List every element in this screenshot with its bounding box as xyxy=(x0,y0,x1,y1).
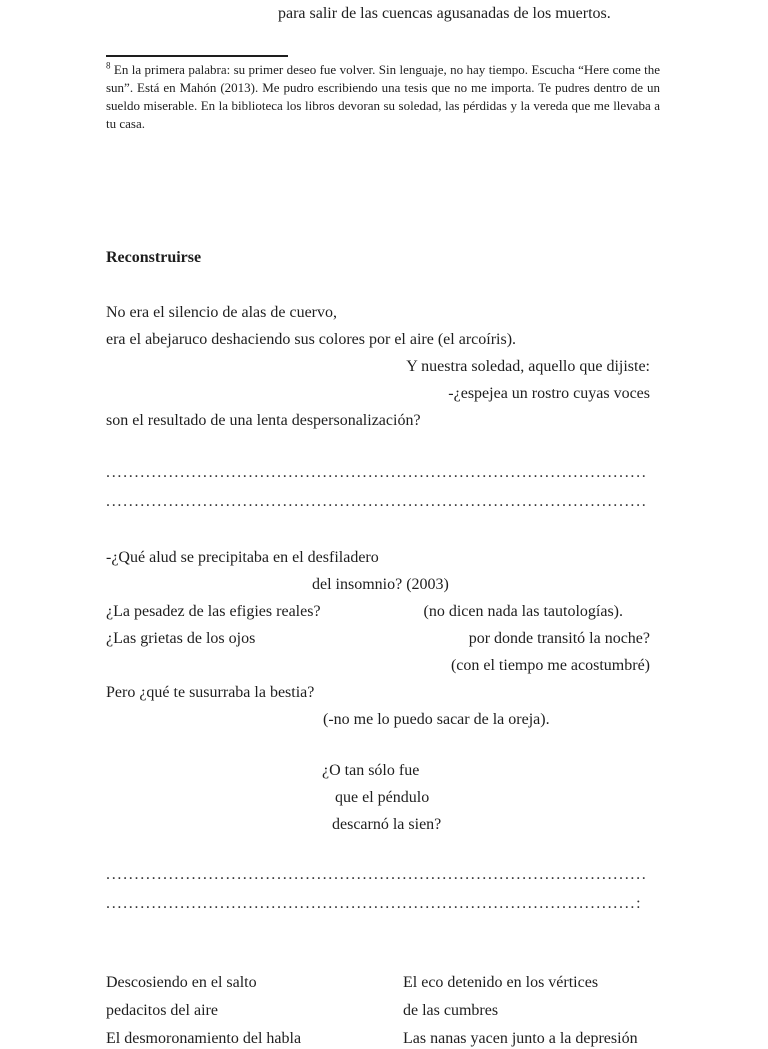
continuation-line: para salir de las cuencas agusanadas de los muertos. xyxy=(278,5,611,22)
poem-line-right: por donde transitó la noche? xyxy=(468,630,650,647)
poem-line: -¿Qué alud se precipitaba en el desfiladero xyxy=(106,549,379,566)
dotted-leader-line: ............................................................................................... xyxy=(106,493,648,510)
dotted-leader-line: ............................................................................................... xyxy=(106,464,648,481)
poem-line: Y nuestra soledad, aquello que dijiste: xyxy=(406,358,650,375)
poem-line: pedacitos del aire xyxy=(106,1002,218,1019)
poem-line-left: ¿Las grietas de los ojos xyxy=(106,630,256,647)
footnote-text: En la primera palabra: su primer deseo fue volver. Sin lenguaje, no hay tiempo. Escucha “Here come the sun”. Está en Mahón (2013). Me pudro escribiendo una tesis que no me importa. Te pudres dentro de un sueldo miserable. En la biblioteca los libros devoran su soledad, las pérdidas y la vereda que me llevaba a tu casa. xyxy=(106,62,661,131)
stanza-3 xyxy=(106,757,655,838)
poem-line: -¿espejea un rostro cuyas voces xyxy=(448,385,650,402)
footnote xyxy=(106,61,660,133)
poem-line: descarnó la sien? xyxy=(332,816,442,833)
poem-line: Las nanas yacen junto a la depresión xyxy=(403,1030,638,1047)
footnote-rule xyxy=(106,55,288,57)
poem-line: son el resultado de una lenta despersonalización? xyxy=(106,412,421,429)
poem-line xyxy=(106,598,655,625)
poem-line-right: (no dicen nada las tautologías). xyxy=(423,603,623,620)
poem-line: El desmoronamiento del habla xyxy=(106,1030,302,1047)
column-row xyxy=(106,969,706,997)
poem-line: ¿O tan sólo fue xyxy=(322,762,420,779)
poem-line: El eco detenido en los vértices xyxy=(403,974,599,991)
column-row xyxy=(106,997,706,1025)
dotted-leader-block-1 xyxy=(106,458,655,516)
stanza-2 xyxy=(106,544,655,733)
column-row xyxy=(106,1025,706,1049)
poem-line: que el péndulo xyxy=(335,789,430,806)
poem-line: del insomnio? (2003) xyxy=(312,576,449,593)
poem-line: (con el tiempo me acostumbré) xyxy=(450,657,650,674)
poem-line: de las cumbres xyxy=(403,1002,499,1019)
poem-line: (-no me lo puedo sacar de la oreja). xyxy=(323,711,550,728)
poem-line-left: ¿La pesadez de las efigies reales? xyxy=(106,603,321,620)
poem-line: Pero ¿qué te susurraba la bestia? xyxy=(106,684,315,701)
poem-line: No era el silencio de alas de cuervo, xyxy=(106,304,338,321)
dotted-leader-line: .............................................................................................: xyxy=(106,895,643,912)
two-column-stanza xyxy=(106,969,706,1049)
poem-title: Reconstruirse xyxy=(106,249,202,266)
poem-line xyxy=(106,625,655,652)
poem-line: era el abejaruco deshaciendo sus colores por el aire (el arcoíris). xyxy=(106,331,517,348)
footnote-marker: 8 xyxy=(106,60,111,71)
poem-line: Descosiendo en el salto xyxy=(106,974,257,991)
dotted-leader-block-2 xyxy=(106,860,655,918)
stanza-1 xyxy=(106,299,655,434)
dotted-leader-line: ............................................................................................... xyxy=(106,866,648,883)
